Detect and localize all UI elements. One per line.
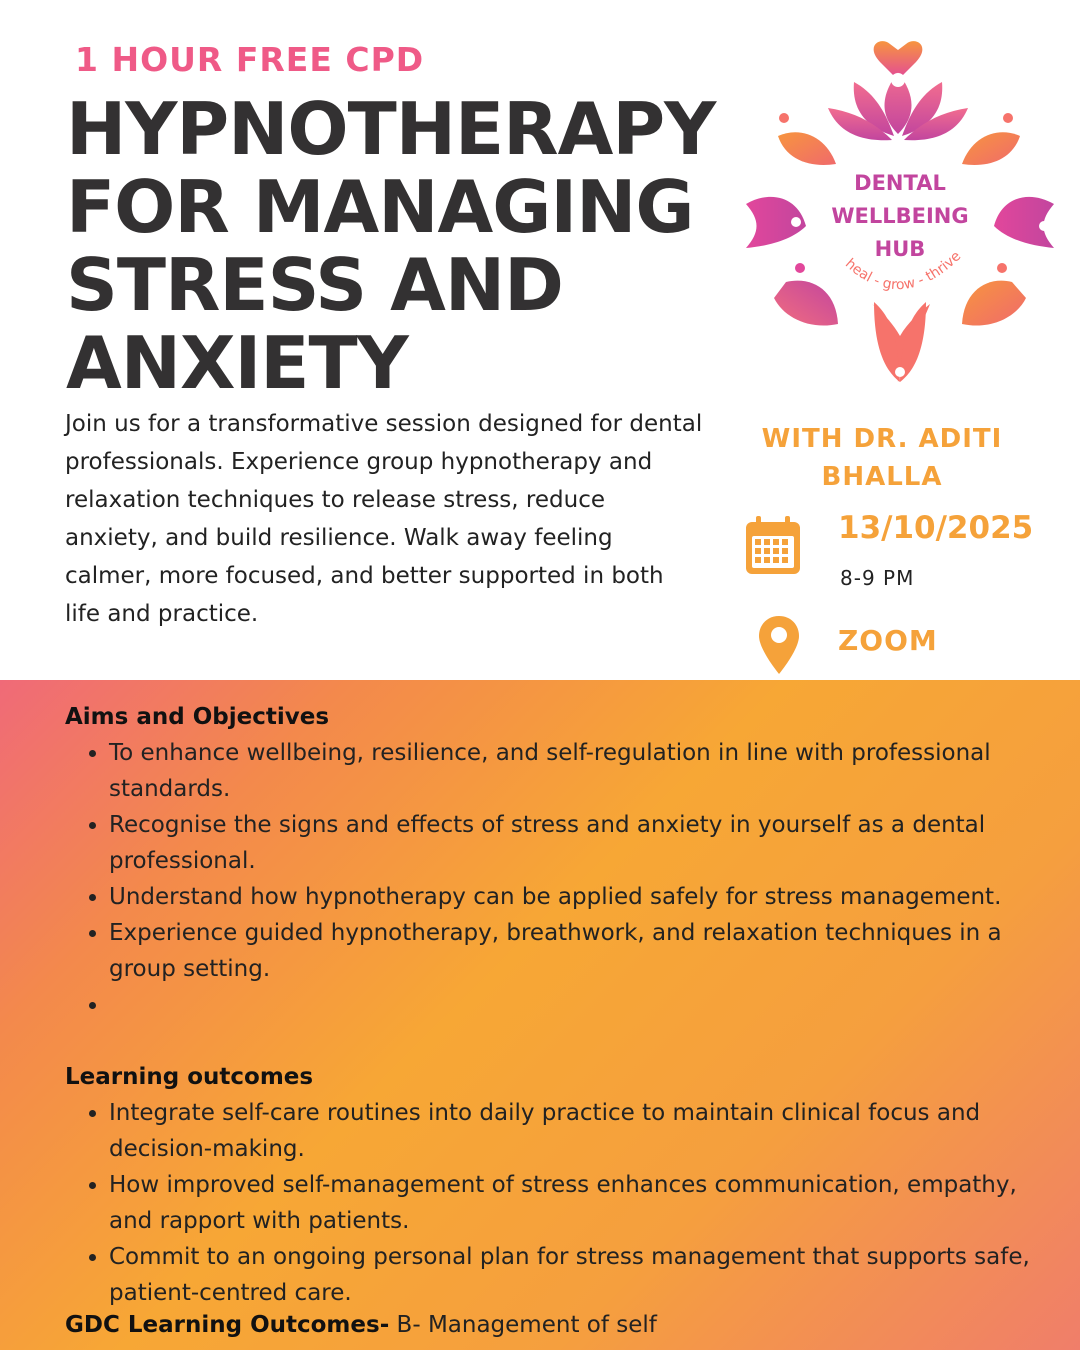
gdc-label: GDC Learning Outcomes- bbox=[65, 1312, 390, 1338]
list-item bbox=[109, 987, 1065, 1023]
title-line: HYPNOTHERAPY bbox=[66, 87, 716, 171]
logo-dot bbox=[895, 367, 905, 377]
aims-list bbox=[65, 735, 1065, 1023]
logo-petal bbox=[962, 132, 1020, 165]
outcomes-list bbox=[65, 1095, 1065, 1311]
list-item: • Commit to an ongoing personal plan for stress management that supports safe, patient-centred care. bbox=[109, 1239, 1065, 1311]
logo-dot bbox=[1003, 113, 1013, 123]
aims-heading: Aims and Objectives bbox=[65, 704, 330, 730]
gdc-value: B- Management of self bbox=[389, 1312, 657, 1338]
title-line: STRESS AND bbox=[66, 243, 563, 327]
logo-dot bbox=[779, 113, 789, 123]
logo-line: DENTAL bbox=[854, 171, 946, 195]
outcomes-heading: Learning outcomes bbox=[65, 1064, 314, 1090]
event-location: ZOOM bbox=[838, 624, 938, 657]
logo-dot bbox=[891, 73, 905, 87]
title-line: FOR MANAGING bbox=[66, 165, 694, 249]
logo-dot bbox=[997, 263, 1007, 273]
logo-dot bbox=[791, 217, 801, 227]
event-date: 13/10/2025 bbox=[838, 510, 1034, 546]
cpd-kicker: 1 HOUR FREE CPD bbox=[75, 40, 425, 79]
logo-petal bbox=[774, 281, 838, 326]
intro-paragraph: Join us for a transformative session designed for dental professionals. Experience group hypnotherapy and relaxation techniques to release stress, reduce anxiety, and build resilience. Walk away feeling calmer, more focused, and better supported in both life and practice. bbox=[65, 411, 703, 627]
logo-petal bbox=[778, 132, 836, 165]
title-line: ANXIETY bbox=[66, 321, 408, 405]
list-item: • Experience guided hypnotherapy, breathwork, and relaxation techniques in a group setting. bbox=[109, 915, 1065, 987]
list-item: • Recognise the signs and effects of stress and anxiety in yourself as a dental professional. bbox=[109, 807, 1065, 879]
presenter: WITH DR. ADITI BHALLA bbox=[761, 424, 1003, 492]
calendar-icon bbox=[744, 514, 802, 576]
page-title bbox=[66, 87, 766, 405]
logo-line: HUB bbox=[874, 237, 926, 261]
logo-petal bbox=[962, 281, 1026, 326]
event-time: 8-9 PM bbox=[840, 566, 915, 590]
logo-line: WELLBEING bbox=[831, 204, 969, 228]
logo-dot bbox=[795, 263, 805, 273]
list-item: • Understand how hypnotherapy can be applied safely for stress management. bbox=[109, 879, 1065, 915]
dental-wellbeing-hub-logo bbox=[740, 36, 1060, 386]
logo-dot bbox=[1039, 221, 1049, 231]
list-item: • To enhance wellbeing, resilience, and self-regulation in line with professional standards. bbox=[109, 735, 1065, 807]
list-item: • Integrate self-care routines into daily practice to maintain clinical focus and decision-making. bbox=[109, 1095, 1065, 1167]
list-item: • How improved self-management of stress enhances communication, empathy, and rapport with patients. bbox=[109, 1167, 1065, 1239]
gdc-outcomes bbox=[65, 1312, 657, 1338]
logo-tagline-text: heal - grow - thrive bbox=[841, 248, 965, 294]
map-pin-icon bbox=[757, 614, 801, 676]
details-panel bbox=[0, 680, 1080, 1350]
